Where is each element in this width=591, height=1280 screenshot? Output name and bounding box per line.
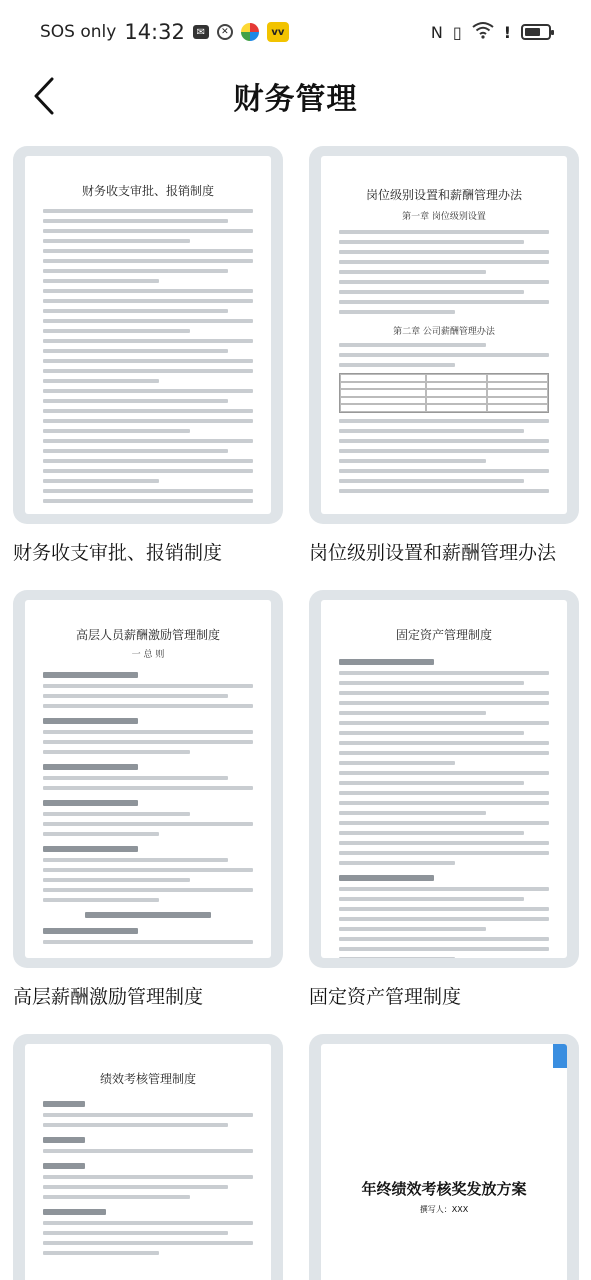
thumbnail-table [339, 373, 549, 413]
nfc-icon: N [430, 22, 443, 42]
thumbnail-title: 固定资产管理制度 [395, 628, 492, 642]
sos-status: SOS only [40, 22, 117, 42]
battery-level [525, 28, 540, 36]
document-card[interactable] [309, 1034, 579, 1280]
document-thumbnail[interactable] [309, 146, 579, 524]
document-thumbnail[interactable] [309, 590, 579, 968]
document-page [25, 156, 271, 514]
thumbnail-title: 财务收支审批、报销制度 [81, 184, 214, 198]
page-title: 财务管理 [233, 82, 358, 117]
status-right [431, 21, 551, 43]
thumbnail-author: 撰写人：XXX [419, 1205, 469, 1214]
thumbnail-title: 岗位级别设置和薪酬管理办法 [365, 188, 522, 202]
document-page [321, 600, 567, 958]
clock: 14:32 [124, 20, 185, 44]
vibrate-icon: ▯ [452, 22, 462, 42]
thumbnail-title: 绩效考核管理制度 [99, 1072, 196, 1086]
mail-icon: ✉ [193, 25, 209, 39]
app-color-icon [241, 23, 259, 41]
document-thumbnail[interactable] [13, 146, 283, 524]
thumbnail-text-lines [43, 1097, 253, 1255]
thumbnail-text-lines [339, 343, 549, 367]
document-page [25, 1044, 271, 1280]
thumbnail-text-lines [339, 419, 549, 493]
status-left [40, 20, 289, 44]
thumbnail-text-lines [43, 209, 253, 503]
document-thumbnail[interactable] [309, 1034, 579, 1280]
thumbnail-subtitle: 第一章 岗位级别设置 [402, 212, 486, 222]
document-card[interactable] [13, 1034, 283, 1280]
document-page [321, 156, 567, 514]
thumbnail-text-lines [339, 230, 549, 314]
wifi-icon [472, 21, 494, 43]
document-title[interactable]: 固定资产管理制度 [309, 986, 462, 1008]
header [0, 64, 591, 128]
document-card[interactable] [13, 146, 283, 565]
thumbnail-title: 年终绩效考核奖发放方案 [361, 1180, 527, 1198]
alert-icon: ! [503, 22, 511, 42]
document-thumbnail[interactable] [13, 1034, 283, 1280]
document-card[interactable] [309, 590, 579, 1009]
thumbnail-text-lines [43, 668, 253, 944]
document-page [25, 600, 271, 958]
document-page [321, 1044, 567, 1280]
vv-app-icon: vv [267, 22, 289, 42]
block-icon: ✕ [217, 24, 233, 40]
thumbnail-title: 高层人员薪酬激励管理制度 [75, 628, 220, 642]
bookmark-tag [553, 1044, 567, 1068]
thumbnail-section: 第二章 公司薪酬管理办法 [393, 327, 495, 337]
document-title[interactable]: 高层薪酬激励管理制度 [13, 986, 204, 1008]
battery-icon [521, 24, 551, 40]
document-thumbnail[interactable] [13, 590, 283, 968]
document-card[interactable] [309, 146, 579, 565]
document-title[interactable]: 岗位级别设置和薪酬管理办法 [309, 542, 557, 564]
status-bar [0, 0, 591, 64]
thumbnail-subtitle: 一 总 则 [131, 650, 165, 660]
document-card[interactable] [13, 590, 283, 1009]
thumbnail-text-lines [339, 655, 549, 958]
document-title[interactable]: 财务收支审批、报销制度 [13, 542, 223, 564]
